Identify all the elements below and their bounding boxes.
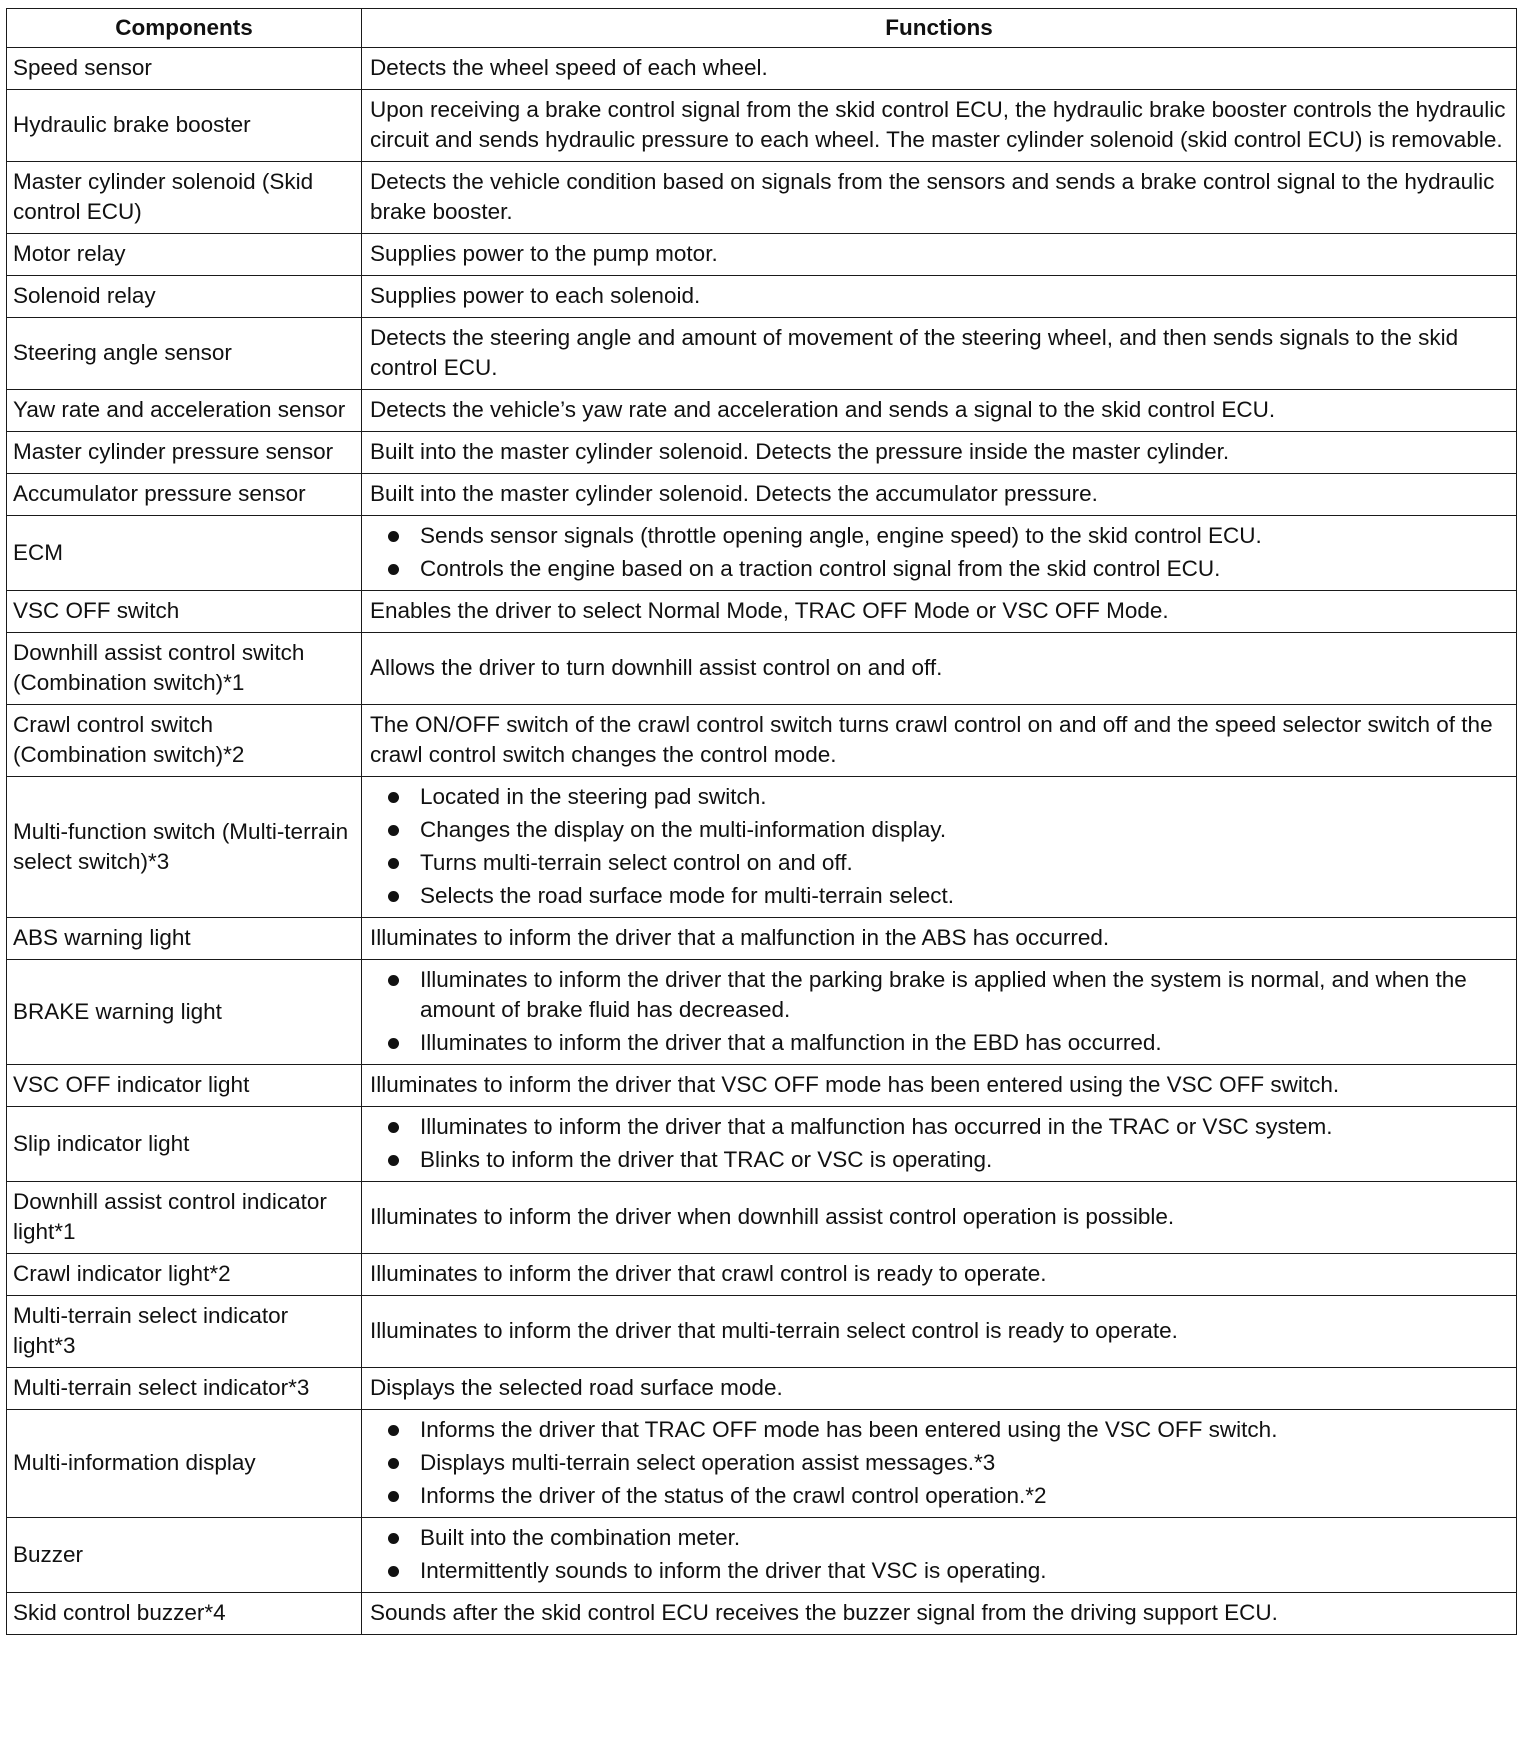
function-cell: Illuminates to inform the driver that a malfunction in the ABS has occurred.: [362, 918, 1517, 960]
component-cell: Accumulator pressure sensor: [7, 474, 362, 516]
component-cell: VSC OFF indicator light: [7, 1065, 362, 1107]
function-cell: [362, 1410, 1517, 1518]
function-cell: Upon receiving a brake control signal from the skid control ECU, the hydraulic brake booster controls the hydraulic circuit and sends hydraulic pressure to each wheel. The master cylinder solenoid (skid control ECU) is removable.: [362, 90, 1517, 162]
function-cell: Sounds after the skid control ECU receives the buzzer signal from the driving support ECU.: [362, 1593, 1517, 1635]
function-bullet-list: [370, 1415, 1508, 1511]
table-row: [7, 1296, 1517, 1368]
function-bullet-list: [370, 1112, 1508, 1175]
component-cell: Steering angle sensor: [7, 318, 362, 390]
function-cell: Illuminates to inform the driver that VSC OFF mode has been entered using the VSC OFF switch.: [362, 1065, 1517, 1107]
function-cell: The ON/OFF switch of the crawl control switch turns crawl control on and off and the speed selector switch of the crawl control switch changes the control mode.: [362, 705, 1517, 777]
function-cell: Supplies power to each solenoid.: [362, 276, 1517, 318]
function-cell: Enables the driver to select Normal Mode, TRAC OFF Mode or VSC OFF Mode.: [362, 591, 1517, 633]
function-bullet-list: [370, 782, 1508, 911]
function-cell: Allows the driver to turn downhill assist control on and off.: [362, 633, 1517, 705]
function-bullet-item: Selects the road surface mode for multi-terrain select.: [370, 881, 1508, 911]
table-row: [7, 276, 1517, 318]
table-row: [7, 516, 1517, 591]
table-row: [7, 432, 1517, 474]
function-bullet-item: Changes the display on the multi-information display.: [370, 815, 1508, 845]
table-row: [7, 1254, 1517, 1296]
table-row: [7, 474, 1517, 516]
table-row: [7, 705, 1517, 777]
function-bullet-list: [370, 521, 1508, 584]
component-cell: Multi-function switch (Multi-terrain select switch)*3: [7, 777, 362, 918]
table-row: [7, 1182, 1517, 1254]
component-cell: VSC OFF switch: [7, 591, 362, 633]
table-row: [7, 1518, 1517, 1593]
function-bullet-item: Illuminates to inform the driver that a malfunction in the EBD has occurred.: [370, 1028, 1508, 1058]
function-cell: [362, 1107, 1517, 1182]
component-cell: BRAKE warning light: [7, 960, 362, 1065]
function-cell: [362, 960, 1517, 1065]
component-cell: Slip indicator light: [7, 1107, 362, 1182]
table-row: [7, 90, 1517, 162]
component-cell: Downhill assist control switch (Combination switch)*1: [7, 633, 362, 705]
table-row: [7, 1368, 1517, 1410]
function-bullet-list: [370, 965, 1508, 1058]
component-cell: Yaw rate and acceleration sensor: [7, 390, 362, 432]
component-cell: Hydraulic brake booster: [7, 90, 362, 162]
table-row: [7, 1065, 1517, 1107]
function-bullet-item: Informs the driver that TRAC OFF mode has been entered using the VSC OFF switch.: [370, 1415, 1508, 1445]
components-functions-table: [6, 8, 1517, 1635]
function-bullet-item: Illuminates to inform the driver that a malfunction has occurred in the TRAC or VSC system.: [370, 1112, 1508, 1142]
component-cell: Solenoid relay: [7, 276, 362, 318]
table-row: [7, 162, 1517, 234]
table-row: [7, 1593, 1517, 1635]
function-cell: Illuminates to inform the driver that multi-terrain select control is ready to operate.: [362, 1296, 1517, 1368]
function-bullet-item: Illuminates to inform the driver that the parking brake is applied when the system is normal, and when the amount of brake fluid has decreased.: [370, 965, 1508, 1025]
function-bullet-item: Intermittently sounds to inform the driver that VSC is operating.: [370, 1556, 1508, 1586]
component-cell: Downhill assist control indicator light*1: [7, 1182, 362, 1254]
table-row: [7, 777, 1517, 918]
components-column-header: Components: [7, 9, 362, 48]
function-bullet-item: Displays multi-terrain select operation assist messages.*3: [370, 1448, 1508, 1478]
component-cell: Master cylinder pressure sensor: [7, 432, 362, 474]
function-bullet-item: Sends sensor signals (throttle opening angle, engine speed) to the skid control ECU.: [370, 521, 1508, 551]
function-cell: Detects the vehicle condition based on signals from the sensors and sends a brake control signal to the hydraulic brake booster.: [362, 162, 1517, 234]
table-row: [7, 633, 1517, 705]
function-cell: Displays the selected road surface mode.: [362, 1368, 1517, 1410]
function-bullet-item: Controls the engine based on a traction control signal from the skid control ECU.: [370, 554, 1508, 584]
component-cell: Buzzer: [7, 1518, 362, 1593]
table-row: [7, 48, 1517, 90]
component-cell: Skid control buzzer*4: [7, 1593, 362, 1635]
table-row: [7, 1410, 1517, 1518]
function-bullet-item: Turns multi-terrain select control on and off.: [370, 848, 1508, 878]
function-cell: [362, 777, 1517, 918]
function-bullet-item: Informs the driver of the status of the crawl control operation.*2: [370, 1481, 1508, 1511]
table-row: [7, 591, 1517, 633]
function-cell: Illuminates to inform the driver that crawl control is ready to operate.: [362, 1254, 1517, 1296]
table-row: [7, 960, 1517, 1065]
function-cell: Detects the vehicle’s yaw rate and acceleration and sends a signal to the skid control ECU.: [362, 390, 1517, 432]
table-row: [7, 1107, 1517, 1182]
component-cell: ABS warning light: [7, 918, 362, 960]
function-cell: Illuminates to inform the driver when downhill assist control operation is possible.: [362, 1182, 1517, 1254]
header-row: [7, 9, 1517, 48]
component-cell: Multi-terrain select indicator light*3: [7, 1296, 362, 1368]
function-bullet-list: [370, 1523, 1508, 1586]
table-row: [7, 318, 1517, 390]
function-cell: [362, 1518, 1517, 1593]
table-row: [7, 918, 1517, 960]
function-cell: [362, 516, 1517, 591]
component-cell: Speed sensor: [7, 48, 362, 90]
function-bullet-item: Built into the combination meter.: [370, 1523, 1508, 1553]
function-cell: Supplies power to the pump motor.: [362, 234, 1517, 276]
function-bullet-item: Located in the steering pad switch.: [370, 782, 1508, 812]
table-row: [7, 234, 1517, 276]
component-cell: Crawl control switch (Combination switch)*2: [7, 705, 362, 777]
function-cell: Detects the wheel speed of each wheel.: [362, 48, 1517, 90]
table-row: [7, 390, 1517, 432]
component-cell: Crawl indicator light*2: [7, 1254, 362, 1296]
component-cell: Motor relay: [7, 234, 362, 276]
component-cell: Multi-information display: [7, 1410, 362, 1518]
function-cell: Built into the master cylinder solenoid. Detects the pressure inside the master cylinder.: [362, 432, 1517, 474]
component-cell: Master cylinder solenoid (Skid control ECU): [7, 162, 362, 234]
component-cell: ECM: [7, 516, 362, 591]
function-cell: Detects the steering angle and amount of movement of the steering wheel, and then sends signals to the skid control ECU.: [362, 318, 1517, 390]
function-bullet-item: Blinks to inform the driver that TRAC or VSC is operating.: [370, 1145, 1508, 1175]
table-body: [7, 48, 1517, 1635]
component-cell: Multi-terrain select indicator*3: [7, 1368, 362, 1410]
table-header: [7, 9, 1517, 48]
function-cell: Built into the master cylinder solenoid. Detects the accumulator pressure.: [362, 474, 1517, 516]
functions-column-header: Functions: [362, 9, 1517, 48]
